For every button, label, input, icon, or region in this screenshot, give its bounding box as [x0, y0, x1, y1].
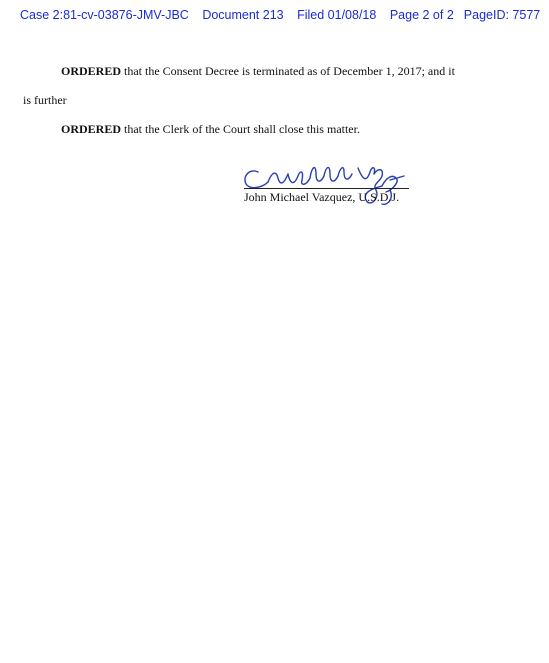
page-id: PageID: 7577 — [463, 8, 541, 22]
order-paragraph-1-continuation: is further — [23, 93, 67, 107]
signer-name: John Michael Vazquez, U.S.D.J. — [244, 190, 400, 204]
filed-date: Filed 01/08/18 — [297, 8, 377, 22]
signature-block — [240, 160, 440, 220]
ordered-label: ORDERED — [61, 122, 122, 136]
case-header — [20, 8, 540, 22]
order-text-2: that the Clerk of the Court shall close this matter. — [121, 122, 360, 136]
order-paragraph-2 — [61, 122, 360, 137]
order-text-1: that the Consent Decree is terminated as of December 1, 2017; and it — [121, 64, 455, 78]
order-paragraph-1 — [61, 64, 455, 79]
case-number: Case 2:81-cv-03876-JMV-JBC — [20, 8, 189, 22]
ordered-label: ORDERED — [61, 64, 122, 78]
page-number: Page 2 of 2 — [389, 8, 454, 22]
signature-line — [244, 188, 409, 189]
document-number: Document 213 — [202, 8, 284, 22]
